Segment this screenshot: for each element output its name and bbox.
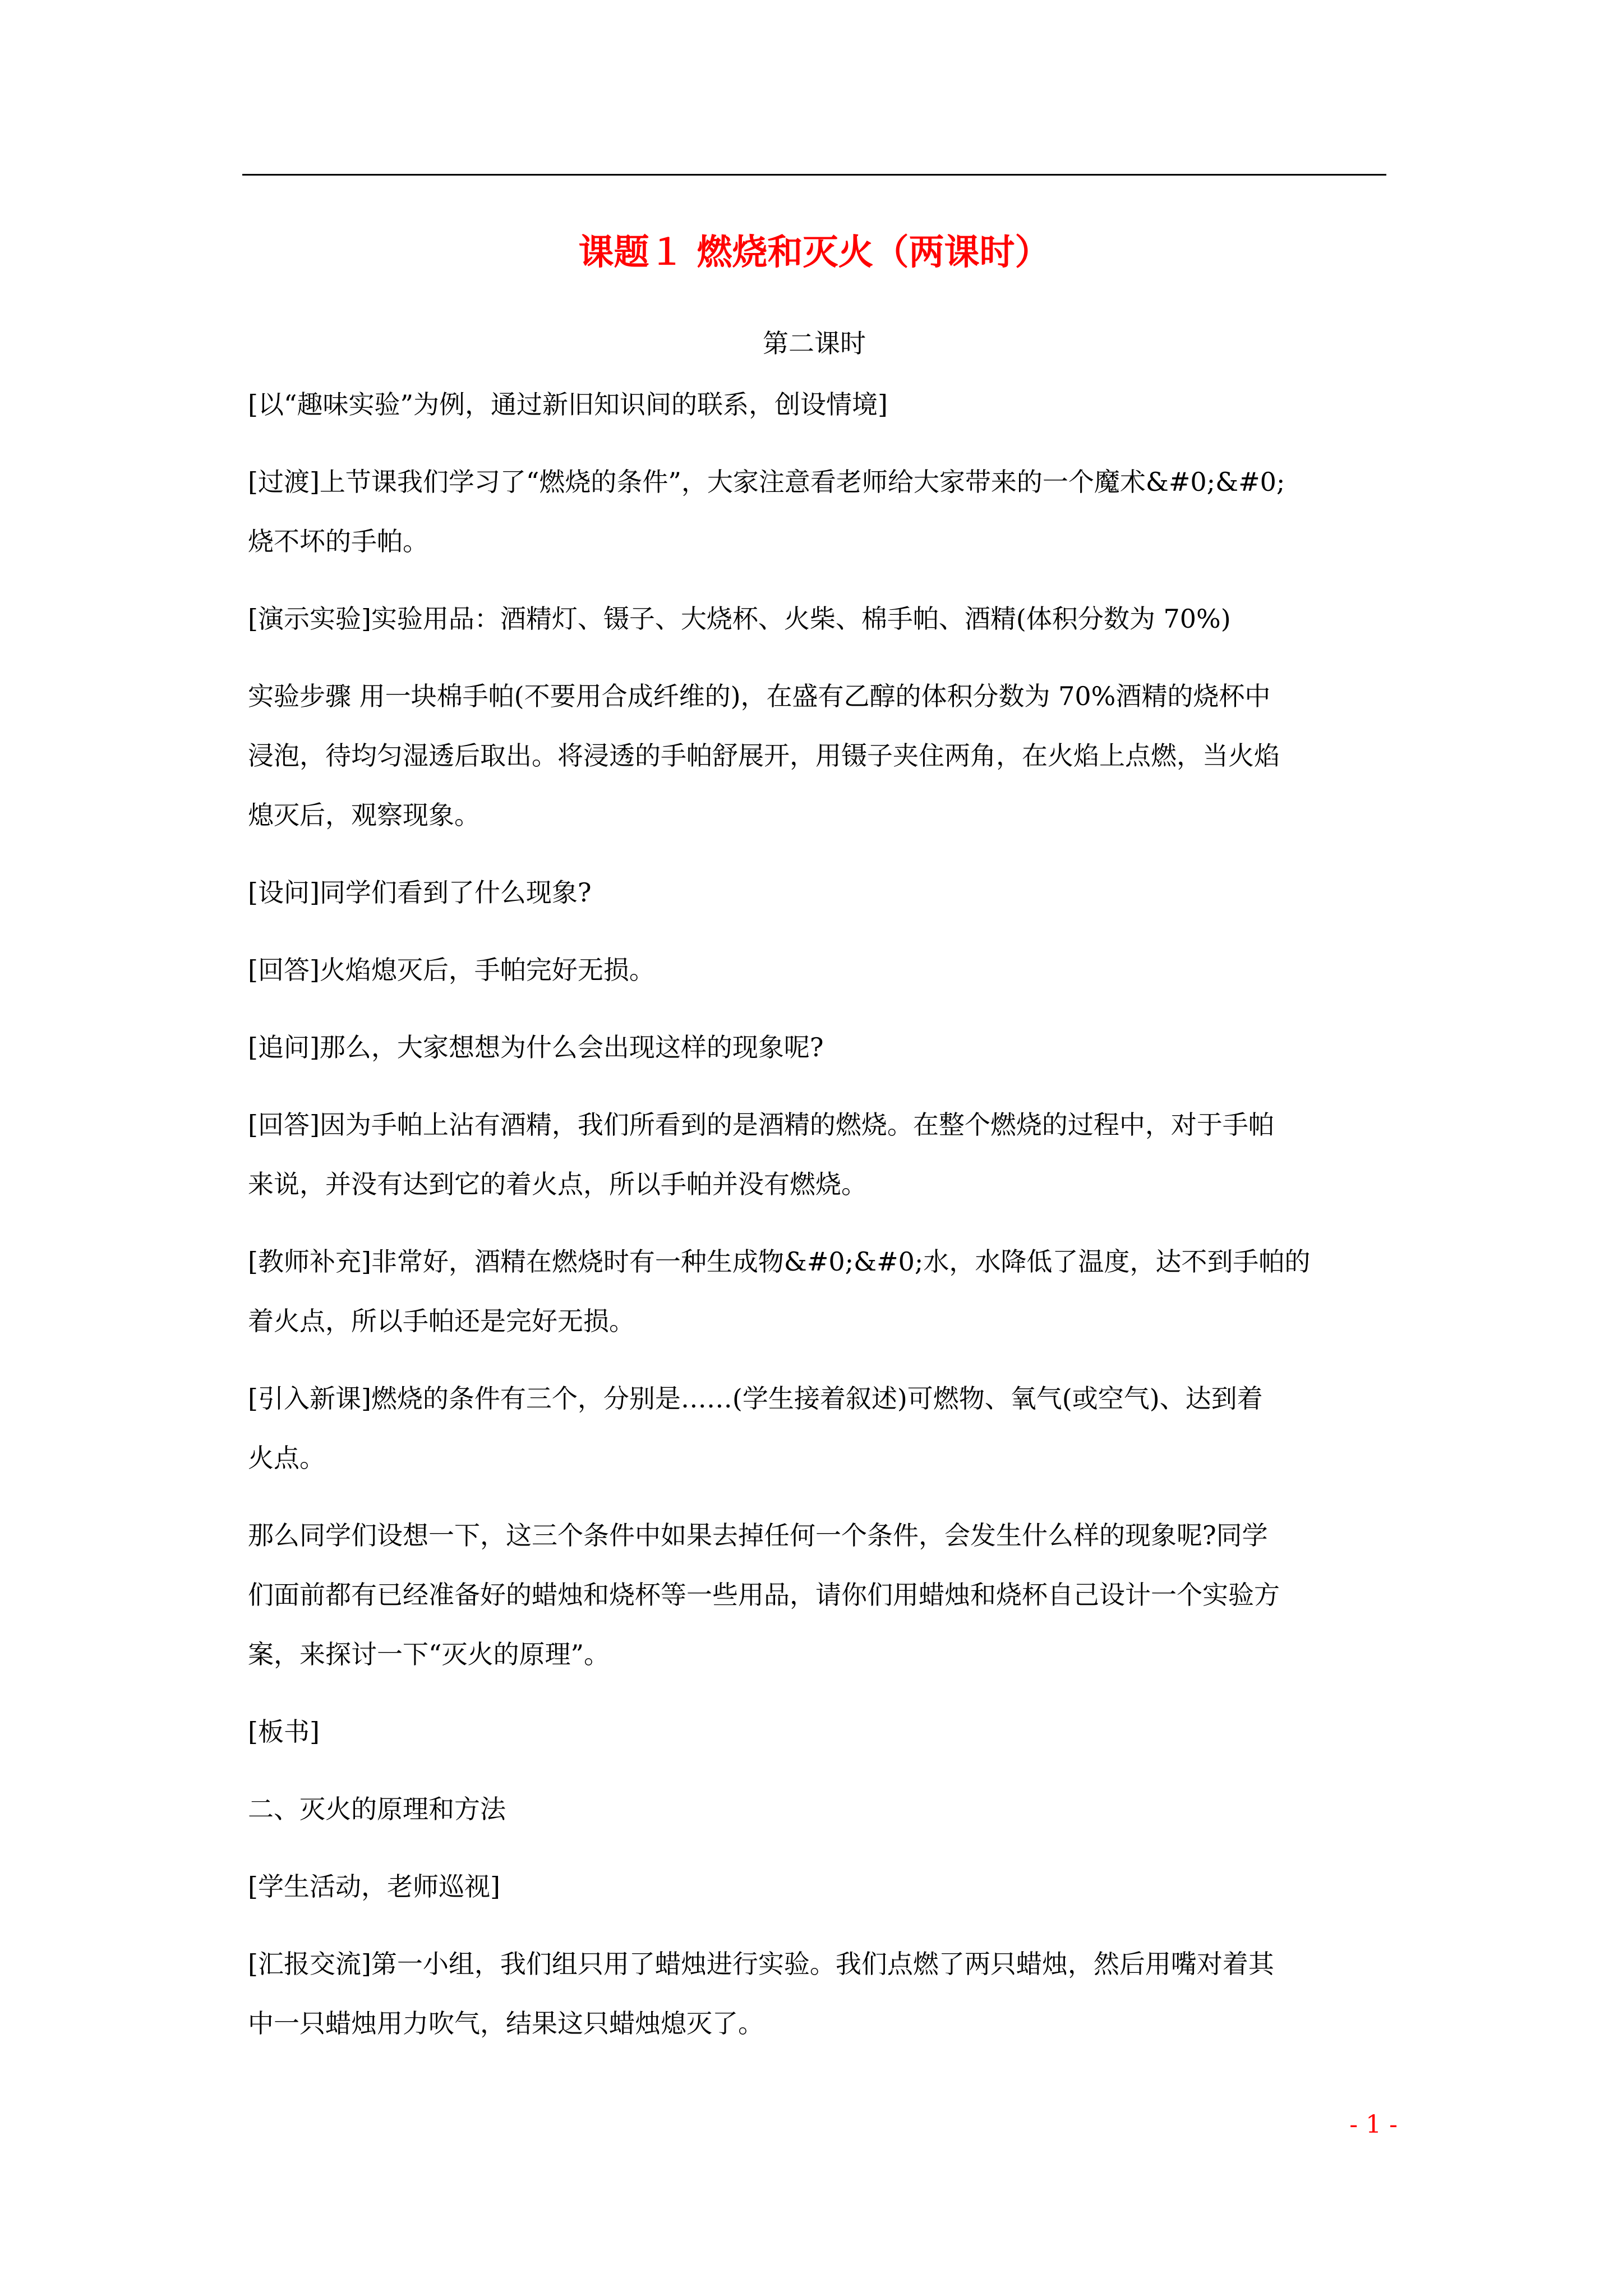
text-line: [追问]那么，大家想想为什么会出现这样的现象呢? — [248, 1032, 824, 1062]
paragraph-design-experiment — [248, 1506, 1392, 1684]
text-line: 们面前都有已经准备好的蜡烛和烧杯等一些用品，请你们用蜡烛和烧杯自己设计一个实验方 — [248, 1580, 1280, 1610]
text-line: [学生活动，老师巡视] — [248, 1871, 500, 1902]
paragraph-blackboard — [248, 1702, 1392, 1761]
text-line: [演示实验]实验用品：酒精灯、镊子、大烧杯、火柴、棉手帕、酒精(体积分数为 70%) — [248, 604, 1231, 634]
lesson-subtitle: 第二课时 — [763, 328, 866, 358]
paragraph-report — [248, 1934, 1392, 2053]
text-line: [引入新课]燃烧的条件有三个，分别是……(学生接着叙述)可燃物、氧气(或空气)、达到着 — [248, 1383, 1263, 1414]
header-rule — [242, 174, 1386, 176]
text-line: 着火点，所以手帕还是完好无损。 — [248, 1306, 635, 1336]
paragraph-teacher-supplement — [248, 1232, 1392, 1351]
document-title: 课题１ 燃烧和灭火（两课时） — [578, 232, 1050, 273]
paragraph-intro — [248, 375, 1392, 434]
paragraph-student-activity — [248, 1857, 1392, 1916]
text-line: [回答]因为手帕上沾有酒精，我们所看到的是酒精的燃烧。在整个燃烧的过程中，对于手帕 — [248, 1110, 1274, 1140]
paragraph-transition — [248, 452, 1392, 571]
paragraph-question — [248, 863, 1392, 922]
text-line: 浸泡，待均匀湿透后取出。将浸透的手帕舒展开，用镊子夹住两角，在火焰上点燃，当火焰 — [248, 740, 1280, 771]
text-line: [回答]火焰熄灭后，手帕完好无损。 — [248, 955, 655, 985]
paragraph-experiment-steps — [248, 666, 1392, 845]
document-body — [248, 375, 1392, 2071]
paragraph-answer — [248, 940, 1392, 1000]
text-line: [板书] — [248, 1717, 320, 1747]
paragraph-new-lesson — [248, 1369, 1392, 1488]
text-line: 熄灭后，观察现象。 — [248, 800, 480, 830]
text-line: 中一只蜡烛用力吹气，结果这只蜡烛熄灭了。 — [248, 2008, 764, 2039]
text-line: [教师补充]非常好，酒精在燃烧时有一种生成物&#0;&#0;水，水降低了温度，达不到手帕的 — [248, 1246, 1311, 1277]
paragraph-answer-2 — [248, 1095, 1392, 1214]
text-line: [以“趣味实验”为例，通过新旧知识间的联系，创设情境] — [248, 389, 888, 420]
text-line: 实验步骤 用一块棉手帕(不要用合成纤维的)，在盛有乙醇的体积分数为 70%酒精的烧杯中 — [248, 681, 1271, 711]
text-line: 案，来探讨一下“灭火的原理”。 — [248, 1639, 610, 1669]
text-line: [设问]同学们看到了什么现象? — [248, 877, 592, 908]
text-line: 火点。 — [248, 1443, 325, 1473]
paragraph-follow-up — [248, 1018, 1392, 1077]
page-number: - 1 - — [1349, 2110, 1398, 2139]
paragraph-section-heading — [248, 1779, 1392, 1839]
text-line: [过渡]上节课我们学习了“燃烧的条件”，大家注意看老师给大家带来的一个魔术&#0;&#0; — [248, 467, 1285, 497]
text-line: [汇报交流]第一小组，我们组只用了蜡烛进行实验。我们点燃了两只蜡烛，然后用嘴对着其 — [248, 1949, 1274, 1979]
text-line: 二、灭火的原理和方法 — [248, 1794, 506, 1824]
paragraph-demo-materials — [248, 589, 1392, 648]
text-line: 那么同学们设想一下，这三个条件中如果去掉任何一个条件，会发生什么样的现象呢?同学 — [248, 1520, 1268, 1550]
text-line: 烧不坏的手帕。 — [248, 526, 428, 556]
text-line: 来说，并没有达到它的着火点，所以手帕并没有燃烧。 — [248, 1169, 867, 1199]
